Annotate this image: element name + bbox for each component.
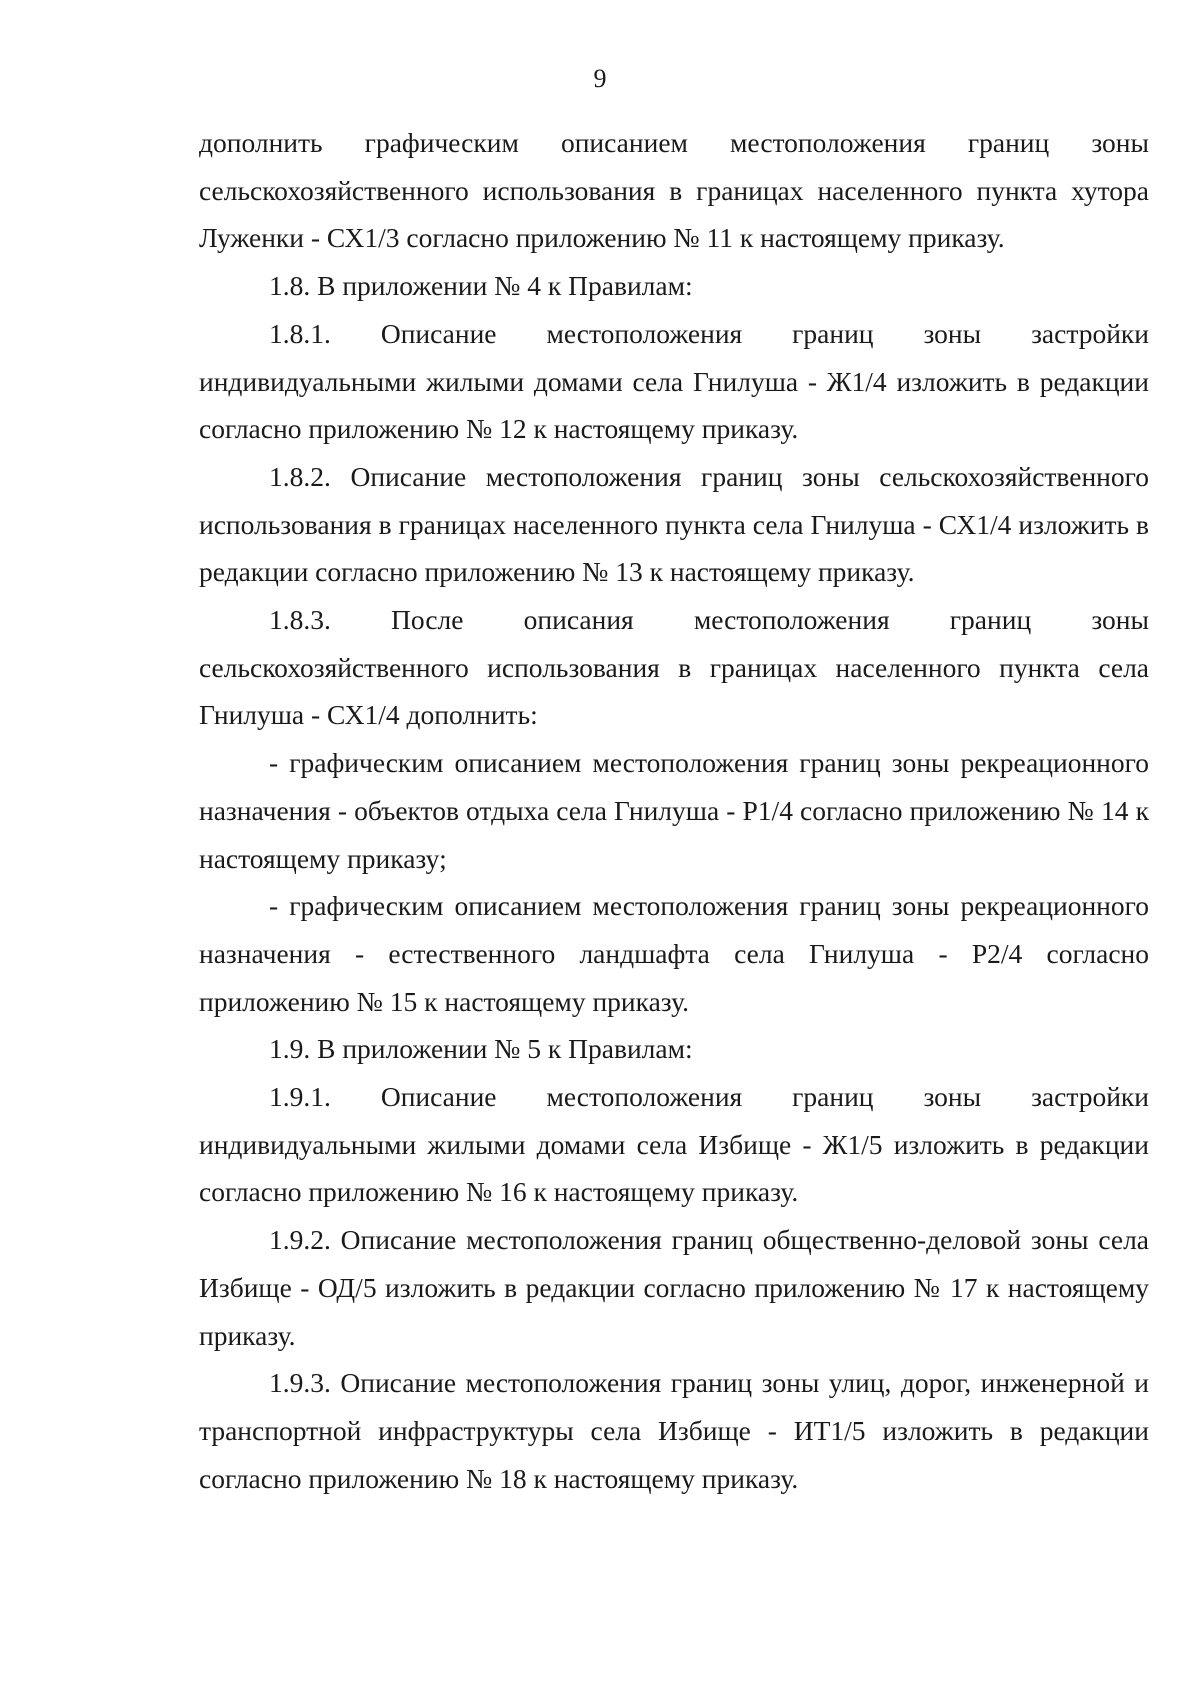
list-item-recreation-p1: - графическим описанием местоположения границ зоны рекреационного назначения - объектов отдыха села Гнилуша - Р1/4 согласно приложению № 14 к настоящему приказу;: [199, 747, 1149, 874]
paragraph-1-9-2: 1.9.2. Описание местоположения границ общественно-деловой зоны села Избище - ОД/5 изложить в редакции согласно приложению № 17 к настоящему приказу.: [199, 1224, 1149, 1351]
paragraph-1-8-3: 1.8.3. После описания местоположения границ зоны сельскохозяйственного использования в границах населенного пункта села Гнилуша - СХ1/4 дополнить:: [199, 604, 1149, 731]
paragraph-1-8-1: 1.8.1. Описание местоположения границ зоны застройки индивидуальными жилыми домами села Гнилуша - Ж1/4 изложить в редакции согласно приложению № 12 к настоящему приказу.: [199, 317, 1149, 445]
paragraph-continuation: дополнить графическим описанием местоположения границ зоны сельскохозяйственного использования в границах населенного пункта хутора Луженки - СХ1/3 согласно приложению № 11 к настоящему приказу.: [199, 127, 1149, 254]
paragraph-1-8-2: 1.8.2. Описание местоположения границ зоны сельскохозяйственного использования в границах населенного пункта села Гнилуша - СХ1/4 изложить в редакции согласно приложению № 13 к настоящему приказу.: [199, 460, 1149, 588]
list-item-recreation-p2: - графическим описанием местоположения границ зоны рекреационного назначения - естественного ландшафта села Гнилуша - Р2/4 согласно приложению № 15 к настоящему приказу.: [199, 890, 1149, 1017]
paragraph-1-9-3: 1.9.3. Описание местоположения границ зоны улиц, дорог, инженерной и транспортной инфраструктуры села Избище - ИТ1/5 изложить в редакции согласно приложению № 18 к настоящему приказу.: [199, 1367, 1149, 1494]
paragraph-1-9: 1.9. В приложении № 5 к Правилам:: [269, 1033, 693, 1065]
document-body: [199, 119, 1149, 1502]
paragraph-1-9-1: 1.9.1. Описание местоположения границ зоны застройки индивидуальными жилыми домами села Избище - Ж1/5 изложить в редакции согласно приложению № 16 к настоящему приказу.: [199, 1081, 1149, 1208]
page-number: 9: [593, 64, 607, 93]
paragraph-1-8: 1.8. В приложении № 4 к Правилам:: [269, 270, 693, 302]
